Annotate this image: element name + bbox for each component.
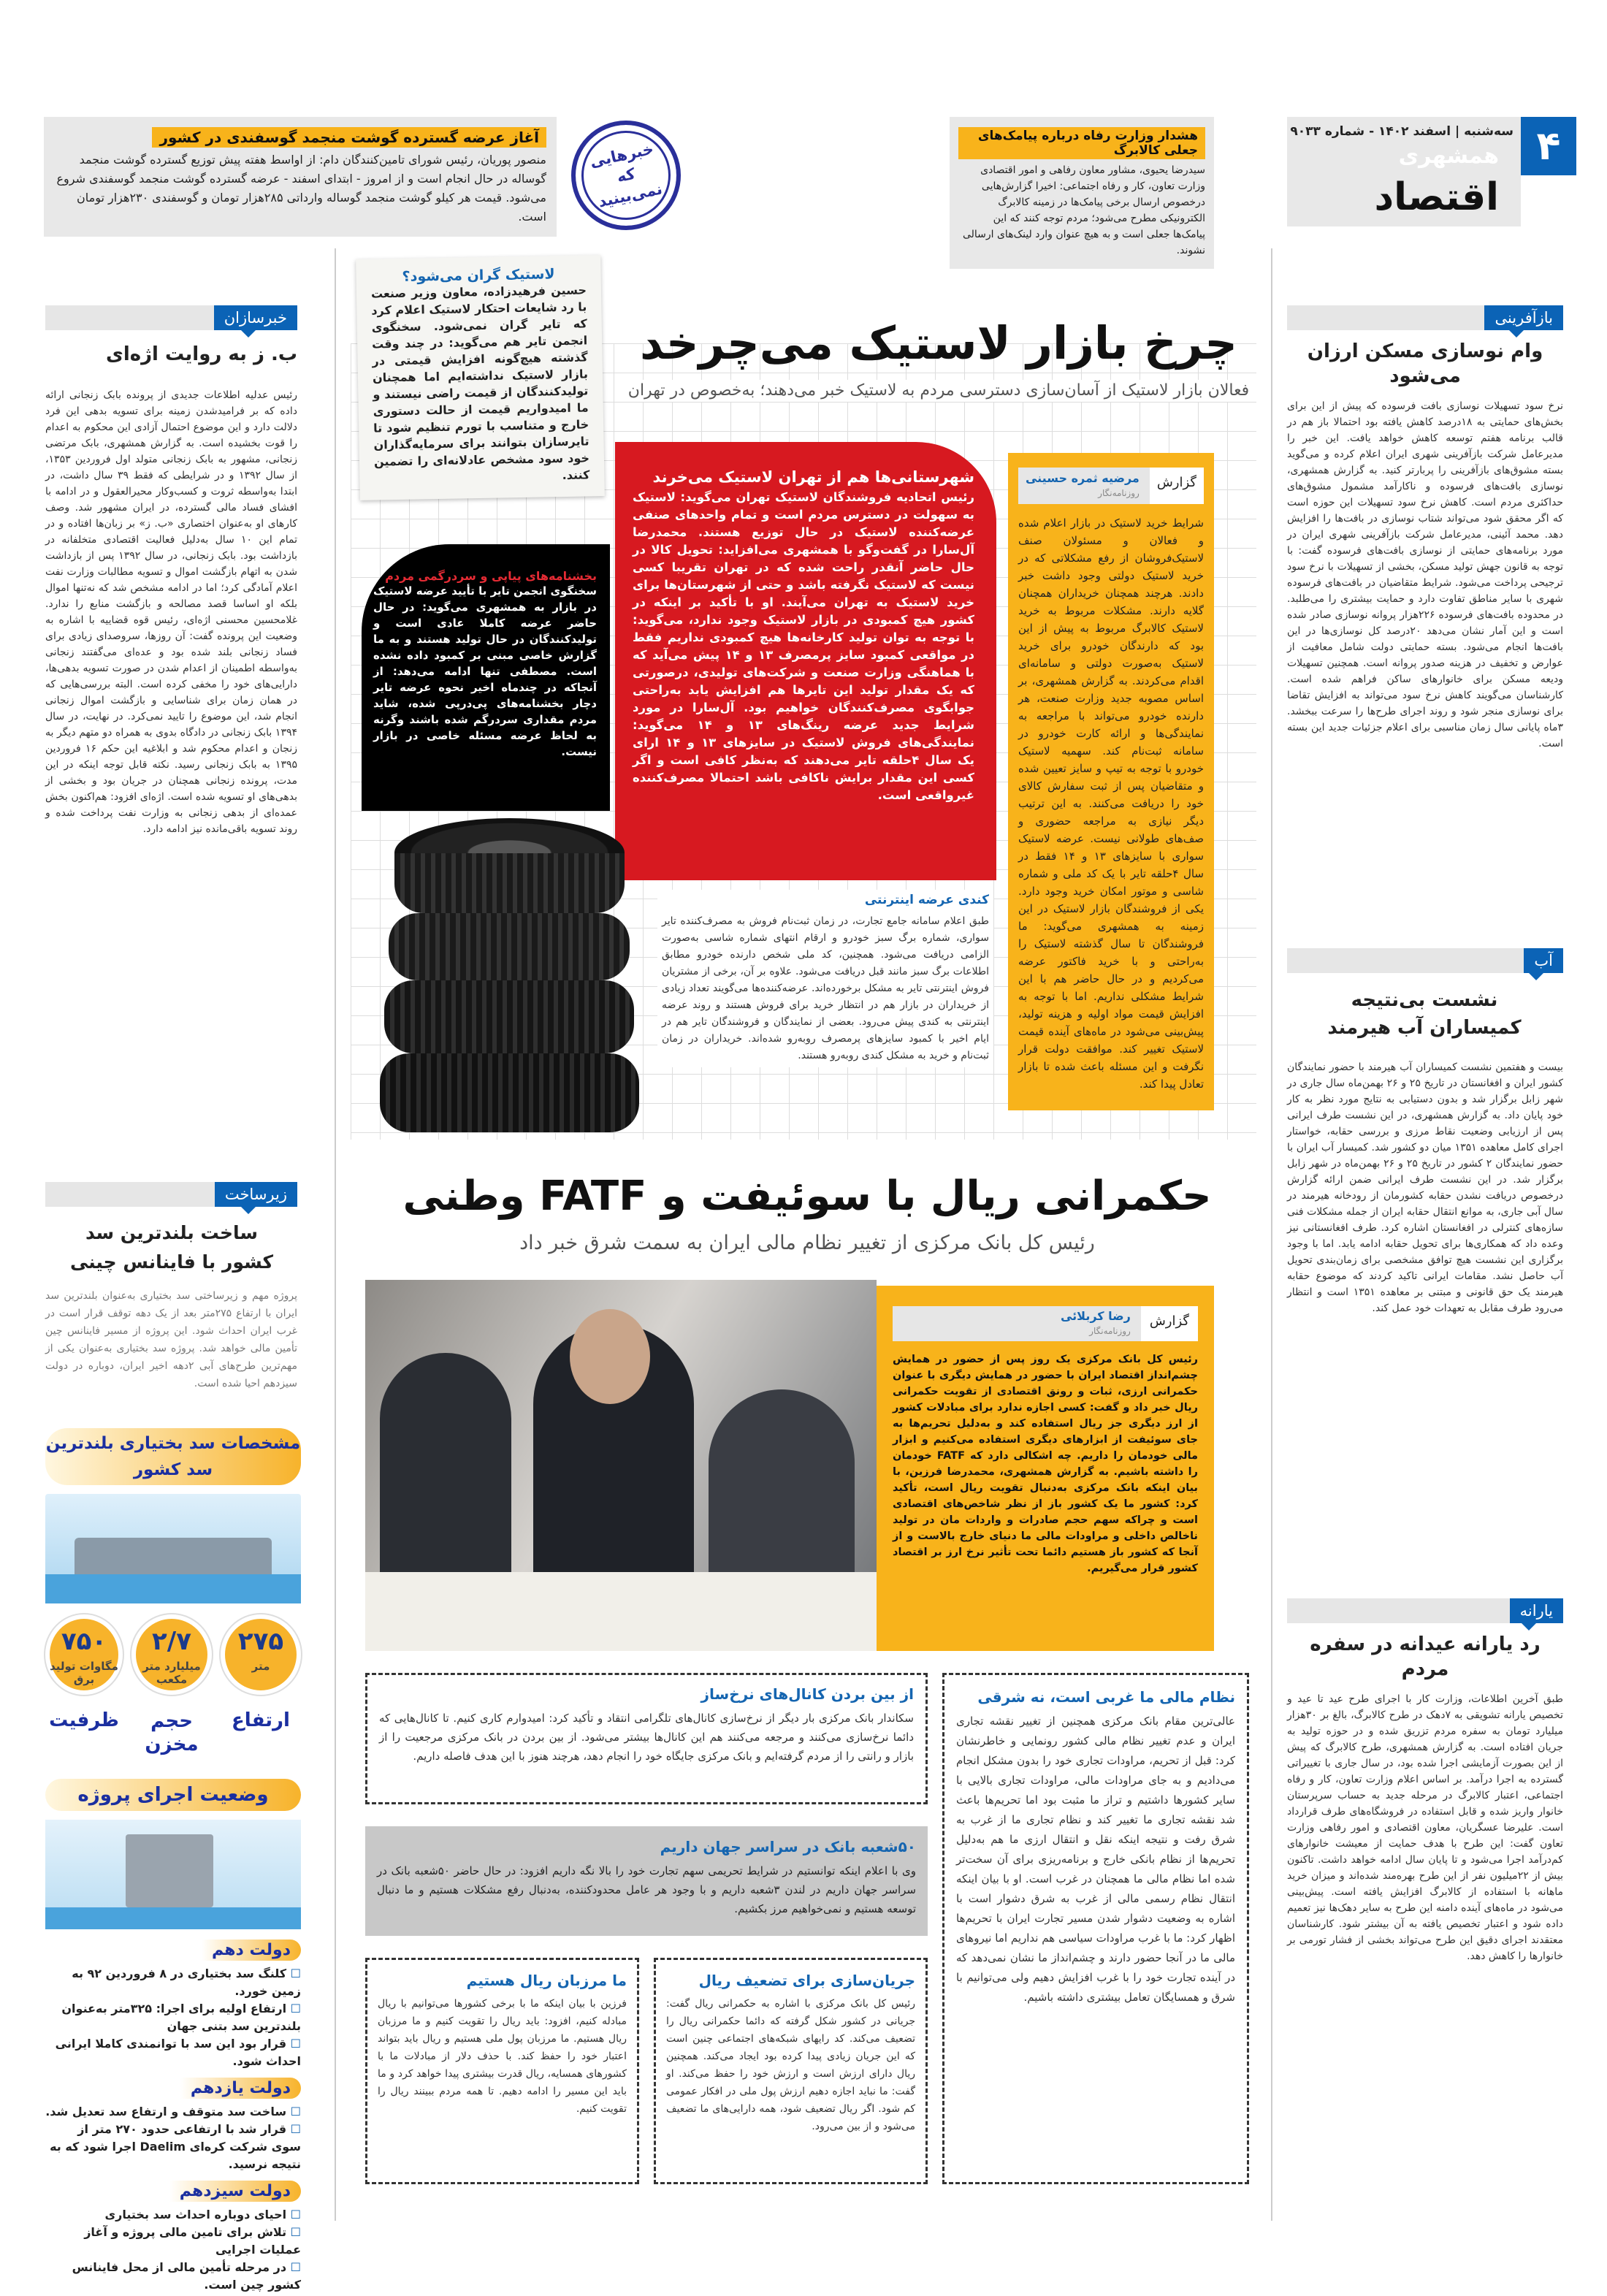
logo-main: اقتصاد [1374,175,1499,219]
section-tag: خبرسازان [214,305,297,330]
section-bar [45,305,297,330]
checklist: ☐ کلنگ سد بختیاری در ۸ فروردین ۹۲ به زمین خورد. ☐ ارتفاع اولیه برای اجرا: ۳۲۵متر به‌عنوان بلندترین سد بتنی جهان ☐ قرار بود این سد با توانمندی کاملا ایرانی احداث شود. [45,1965,301,2070]
sidebar-box [365,1673,928,1804]
black-text: سخنگوی انجمن تایر با تأیید عرضه لاستیک در بازار به همشهری می‌گوید: در حال حاضر عرضه کاملا عادی است و تولیدکنندگان در حال تولید هستند و به ما گزارش خاصی مبنی بر کمبود داده نشده است. مصطفی تنها ادامه می‌دهد: از آنجاکه در چندماه اخیر نحوه عرضه تایر دچار بخشنامه‌های پی‌درپی شده، شاید مردم مقداری سردرگم شده باشند وگرنه به لحاظ عرضه مسئله خاصی در بازار نیست. [373,584,597,758]
date-issue: سه‌شنبه | اسفند ۱۴۰۲ - شماره ۹۰۳۳ [1290,124,1514,139]
stat-volume: ۲/۷ میلیارد متر مکعب [131,1614,212,1695]
checklist: ☐ احیای دوباره احداث سد بختیاری ☐ تلاش برای تامین مالی پروژه و آغاز عملیات اجرایی ☐ در مرحله تأمین مالی از محل فاینانس کشور چین است. [45,2206,301,2294]
sidebar-box [942,1673,1249,2184]
online-title: کندی عرضه اینترنتی [864,893,989,907]
report-box [1008,453,1214,1110]
section-bar [1287,305,1563,330]
brief-right [950,117,1214,269]
box-text: وی با اعلام اینکه توانستیم در شرایط تحریمی سهم تجارت خود را بالا نگه داریم افزود: در حال حاضر ۵۰شعبه بانک در سراسر جهان داریم در لندن ۳شعبه داریم و با وجود هر عامل محدودکننده، به‌دنبال رفع مشکلات هستیم و ما دنبال توسعه هستیم و نمی‌خواهیم مرز بکشیم. [377,1864,916,1915]
box-text: سکاندار بانک مرکزی بار دیگر از نرخ‌سازی کانال‌های تلگرامی انتقاد و تأکید کرد: امیدوارم کاری کنیم. تا کانال‌هایی که دائما نرخ‌سازی می‌کنند و مرجعه می‌کنند هم این کانال‌ها بیشتر می‌شود. از بین بردن در بانک مرکزی مرجعیت را از بازار و رانتی را از مردم گرفته‌ایم و بانک مرکزی جایگاه خود را انجام دهد، هرچند هنوز با این هدف فاصله داریم. [379,1712,914,1763]
sticky-note [356,255,605,500]
box-title: ما مرزبان ریال هستیم [466,1972,627,1989]
gov-heading: دولت دهم [202,1940,301,1961]
second-headline: حکمرانی ریال با سوئیفت و FATF وطنی [402,1172,1212,1220]
headline: ساخت بلندترین سد کشور با فاینانس چینی [69,1222,274,1273]
report-text: شرایط خرید لاستیک در بازار اعلام شده و فعالان و مسئولان صنف لاستیک‌فروشان از رفع مشکلاتی که در خرید لاستیک دولتی وجود داشت خبر دادند. هرچند همچنان خریداران همچنان گلایه دارند. مشکلات مربوط به خرید لاستیک کالابرگ مربوط به پیش از این بود که دارندگان خودرو برای خرید لاستیک به‌صورت دولتی و سامانه‌ای اقدام می‌کردند. به گزارش همشهری، بر اساس مصوبه جدید وزارت صنعت، هر دارنده خودرو می‌تواند با مراجعه به نمایندگی‌ها و ارائه کارت خودرو در سامانه ثبت‌نام کند. سهمیه لاستیک خودرو با توجه به تیپ و سایز تعیین شده و متقاضیان پس از ثبت سفارش کالای خود را دریافت می‌کنند. به این ترتیب دیگر نیازی به مراجعه حضوری و صف‌های طولانی نیست. عرضه لاستیک سواری با سایزهای ۱۳ و ۱۴ فقط در سال ۴حلقه تایر با یک کد ملی و شماره شاسی و موتور امکان خرید وجود دارد. یکی از فروشندگان بازار لاستیک در این زمینه به همشهری می‌گوید: ما فروشندگان تا سال گذشته لاستیک را به‌راحتی و با خرید فاکتور عرضه می‌کردیم و در حال حاضر هم با این شرایط مشکلی نداریم. اما با توجه به افزایش قیمت مواد اولیه و هزینه تولید، پیش‌بینی می‌شود در ماه‌های آینده قیمت لاستیک تغییر کند. موافقت دولت قرار نگرفت و این مسئله باعث شده تا بازار تعادل پیدا کند. [1018,516,1204,1091]
stat-height: ۲۷۵ متر [221,1614,301,1695]
stat-label: ظرفیت [49,1709,119,1731]
online-sales-block [657,890,993,1067]
box-text: عالی‌ترین مقام بانک مرکزی همچنین از تغییر نقشه تجاری ایران و عدم تغییر نظام مالی کشور رونمایی و خاطرنشان کرد: قبل از تحریم، مراودات تجاری خود را بدون مشکل انجام می‌دادیم و به جای مراودات مالی، مراودات تجاری بالایی با سایر کشورها داشتیم و تراز ما مثبت بود اما تحریم‌ها باعث شد نقشه تجاری ما تغییر کند و نظام تجاری ما از غرب به شرق رفت و نتیجه اینکه نقل و انتقال ارزی ما هم به‌دلیل تحریم‌ها از نظام بانکی خارج و برنامه‌ریزی برای آن سخت‌تر شده اما نظام مالی ما همچنان در غرب است. او با بیان اینکه انتقال نظام رسمی مالی از غرب به شرق دشوار است با اشاره به وضعیت دشوار شدن مسیر تجارت ایران با تحریم‌ها اظهار کرد: ما با غرب مراودات سیاسی هم نداریم اما نیروهای مالی ما در آنجا حضور دارند و چشم‌انداز ما نشان نمی‌دهد که در آینده تجارت خود را با غرب افزایش دهیم ولی می‌توانیم با شرق و همسایگان تعامل بیشتری داشته باشیم. [956,1715,1235,2004]
info-title: مشخصات سد بختیاری بلندترین سد کشور [45,1428,301,1485]
article-body: نرخ سود تسهیلات نوسازی بافت فرسوده که پیش از این برای بخش‌های حمایتی به ۱۸درصد کاهش یافته بود احتمالا باز هم در قالب برنامه هفتم توسعه کاهش خواهد یافت. این خبر را مدیرعامل شرکت بازآفرینی شهری ایران اعلام کرده و می‌گوید بسته مشوق‌های بازآفرینی را پربارتر کنید. به گزارش همشهری، نوسازی بافت‌های فرسوده و ناکارآمد مشمول مشوق‌های حداکثری مردم است. کاهش نرخ سود تسهیلات این حوزه است که اگر محقق شود می‌تواند شتاب نوسازی در بافت‌ها را افزایش دهد. محمد آئینی، مدیرعامل شرکت بازآفرینی شهری ایران در مورد برنامه‌های حمایتی از نوسازی بافت‌های فرسوده گفت: با توجه به قانون جهش تولید مسکن، بخشی از تسهیلات با نرخ سود ترجیحی پرداخت می‌شود. شرایط متقاضیان در بافت‌های فرسوده شهری با سایر مناطق تفاوت دارد و حمایت بیشتری را می‌طلبد. در محدوده بافت‌های فرسوده ۲۲۶هزار پروانه نوسازی صادر شده است و این آمار نشان می‌دهد ۲۰درصد کل نوسازی‌ها در این بافت‌ها انجام می‌شود. بسته حمایتی دولت شامل معافیت از عوارض و تخفیف در هزینه صدور پروانه است. همچنین تسهیلات ودیعه مسکن برای خانوارهای ساکن فراهم شده است. کارشناسان می‌گویند کاهش نرخ سود می‌تواند به افزایش تقاضا برای نوسازی منجر شود و روند اجرای طرح‌ها را سرعت ببخشد. ۳ماه پایانی سال زمان مناسبی برای اعلام جزئیات جدید این بسته است. [1287,400,1563,750]
main-subheadline: فعالان بازار لاستیک از آسان‌سازی دسترسی مردم به لاستیک خبر می‌دهند؛ به‌خصوص در تهران [621,380,1256,402]
stat-label: ارتفاع [232,1709,290,1731]
section-bar [1287,1598,1563,1623]
box-title: نظام مالی ما غربی است، نه شرقی [977,1688,1235,1706]
section-bar [45,1182,297,1207]
article-body: پروژه مهم و زیرساختی سد بختیاری به‌عنوان بلندترین سد ایران با ارتفاع ۲۷۵متر بعد از یک دهه توقف قرار است در غرب ایران احداث شود. این پروژه از مسیر فاینانس چین تأمین مالی خواهد شد. پروژه سد بختیاری به‌عنوان یکی از مهم‌ترین طرح‌های آبی ۲دهه اخیر ایران، دوباره در دولت سیزدهم احیا شده است. [45,1290,297,1389]
main-headline: چرخ بازار لاستیک می‌چرخد [640,316,1237,370]
headline: ب. ز به روایت اژه‌ای [105,343,297,365]
box-title: ۵۰شعبه بانک در سراسر جهان داریم [660,1838,916,1856]
red-text: رئیس اتحادیه فروشندگان لاستیک تهران می‌گوید: لاستیک به سهولت در دسترس مردم است و تمام واحدهای صنفی عرضه‌کننده لاستیک در حال توزیع هستند. محمدرضا آل‌سارا در گفت‌وگو با همشهری می‌افزاید: تحویل کالا در حال حاضر آنقدر راحت شده که در تهران تقریبا کسی نیست که لاستیک نگرفته باشد و حتی از شهرستان‌ها برای خرید لاستیک به تهران می‌آیند. او با تأکید بر اینکه در کشور هیچ کمبودی در بازار لاستیک وجود ندارد، می‌گوید: با توجه به توان تولید کارخانه‌ها هیچ کمبودی نداریم فقط در مواقعی کمبود سایز پرمصرف ۱۳ و ۱۴ پیش می‌آید که با هماهنگی وزارت صنعت و شرکت‌های تولیدی، درصورتی که یک مقدار تولید این تایرها هم افزایش یابد به‌راحتی جوابگوی مصرف‌کنندگان خواهیم بود. آل‌سارا در مورد شرایط جدید عرضه رینگ‌های ۱۳ و ۱۴ می‌گوید: نمایندگی‌های فروش لاستیک در سایزهای ۱۳ و ۱۴ ارای یک سال ۴حلقه تایر می‌دهند که به‌نظر کافی است و اگر کسی این مقدار برایش ناکافی باشد احتمالا مصرف‌کننده غیرواقعی است. [633,490,975,802]
infographic [45,1428,301,2292]
box-title: جریان‌سازی برای تضعیف ریال [698,1972,915,1989]
red-callout [615,442,996,880]
box-text: رئیس کل بانک مرکزی با اشاره به حکمرانی ریال گفت: جریانی در کشور شکل گرفته که دائما حکمرانی ریال را تضعیف می‌کند. کد رایهای شبکه‌های اجتماعی چنین است که این جریان زیادی پیدا کرده بود ایجاد می‌کند. همچنین ریال دارای ارزش است و ارزش خود را حفظ می‌کند. او گفت: ما نباید اجازه دهیم ارزش پول ملی در افکار عمومی کم شود. اگر ریال تضعیف شود، همه دارایی‌های ما تضعیف می‌شود و از بین می‌رود. [666,1998,915,2132]
section-bar [1287,948,1563,973]
author-role: روزنامه‌نگار [1089,1326,1131,1336]
article-body: رئیس عدلیه اطلاعات جدیدی از پرونده بابک زنجانی ارائه داده که بر فرامیدشدن زمینه برای تسویه بدهی این فرد دلالت دارد و این موضوع احتمال آزادی این محکوم به اعدام را قوت بخشیده است. به گزارش همشهری، بابک مرتضی زنجانی، مشهور به بابک زنجانی متولد اول فروردین ۱۳۵۳، از سال ۱۳۹۲ و در شرایطی که فقط ۳۹ سال داشت، در ابتدا به‌واسطه ثروت و کسب‌وکار محیرالعقول و در ادامه با افشای فساد مالی گسترده، در ایران مشهور شد. وصف کارهای او به‌عنوان اختصاری «ب. ز» بر زبان‌ها افتاده و در تمام این ۱۰ سال به‌دلیل فعالیت اقتصادی متخلفانه در بازداشت بود. بابک زنجانی، در سال ۱۳۹۲ پس از بازداشت شدن به اتهام بازگشت اموال و تسویه مطالبات وزارت نفت اعلام آمادگی کرد؛ اما در ادامه مشخص شد که نه‌تنها اموال بلکه او اساسا قصد مصالحه و بازگشت منابع را ندارد. غلامحسین محسنی اژه‌ای، رئیس قوه قضاییه با اشاره به وضعیت این پرونده گفت: آن روزها، سروصدای زیادی برای فساد زنجانی بلند شده بود و عده‌ای می‌گفتند زنجانی به‌واسطه اطمینان از اعدام شدن در صورت تسویه بدهی‌ها، دارایی‌های خود را مخفی کرده است. البته بررسی‌هایی که در همان زمان برای شناسایی و بازگشت اموال زنجانی انجام شد، این موضوع را تایید نمی‌کرد. در نهایت، در سال ۱۳۹۴ بابک زنجانی در دادگاه بدوی به همراه دو متهم دیگر به زنجان و اعدام محکوم شد و ابلاغیه این حکم ۱۶ فروردین ۱۳۹۵ به بابک زنجانی رسید. نکته قابل توجه اینکه در این مدت، پرونده زنجانی همچنان در جریان بود و بخشی از بدهی‌های او تسویه شده است. اژه‌ای افزود: هم‌اکنون بخش عمده‌ای از بدهی زنجانی به وزارت نفت پرداخت شده و روند تسویه باقی‌مانده نیز ادامه دارد. [45,389,298,835]
brief-left-text: منصور پوریان، رئیس شورای تامین‌کنندگان دام: از اواسط هفته پیش توزیع گسترده گوشت منجمد گوساله در حال انجام است و از امروز - ابتدای اسفند - عرضه گسترده گوشت منجمد گوسفندی شروع می‌شود. قیمت هر کیلو گوشت منجمد گوساله وارداتی ۲۸۵هزار تومان و گوسفندی ۲۳۰هزار تومان است. [56,153,546,224]
stat-label: حجم مخزن [145,1710,199,1755]
stamp-text: خبرهایی که نمی‌بینید [588,140,664,211]
brief-left-title: آغاز عرضه گسترده گوشت منجمد گوسفندی در کشور [152,127,546,148]
article-body: بیست و هفتمین نشست کمیساران آب هیرمند با حضور نمایندگان کشور ایران و افغانستان در تاریخ ۲۵ و ۲۶ بهمن‌ماه سال جاری در شهر زابل برگزار شد و بدون دستیابی به نتایج مورد نظر به کار خود پایان داد. به گزارش همشهری، در این نشست طرف ایرانی پس از ارزیابی وضعیت نقاط مرزی و بررسی حقابه، خواستار اجرای کامل معاهده ۱۳۵۱ میان دو کشور شد. کمیسار آب ایران با حضور نمایندگان ۲ کشور در تاریخ ۲۵ و ۲۶ بهمن‌ماه در شهر زابل برگزار شد. در این نشست طرف ایرانی ضمن ارائه گزارش درخصوص دریافت نشدن حقابه کشورمان از رودخانه هیرمند در سال آبی جاری، به موانع انتقال حقابه ایران از جمله مشکلات فنی سازه‌های کنترلی در افغانستان اشاره کرد. طرف افغانستانی نیز وعده داد که همکاری‌ها برای تحویل حقابه ادامه یابد. اما با وجود برگزاری این نشست هیچ توافق مشخصی برای زمان‌بندی تحویل آب حاصل نشد. مقامات ایرانی تاکید کردند که موضوع حقابه هیرمند یک حق قانونی و مبتنی بر معاهده ۱۳۵۱ است و انتظار می‌رود طرف مقابل به تعهدات خود عمل کند. [1287,1061,1564,1314]
box-text: فرزین با بیان اینکه ما با برخی کشورها می‌توانیم با ریال مبادله کنیم، افزود: باید ریال را تقویت کنیم و ما مرزبان ریال هستیم. ما مرزبان پول ملی هستیم و ریال باید بتواند اعتبار خود را حفظ کند. با حذف دلار از مبادلات ما با کشورهای همسایه، ریال قدرت بیشتری پیدا خواهد کرد و ما باید این مسیر را ادامه دهیم. تا همه مردم ببینند ریال را تقویت کنیم. [378,1998,627,2115]
tire-stack-image [380,818,639,1132]
sidebar-box [654,1958,928,2184]
brief-right-title: هشدار وزارت رفاه درباره پیامک‌های جعلی کالابرگ [958,127,1205,159]
black-title: بخشنامه‌های پیاپی و سردرگمی مردم [385,569,597,583]
byline [893,1306,1198,1341]
report-text: رئیس کل بانک مرکزی یک روز پس از حضور در همایش چشم‌انداز اقتصاد ایران با حضور در همایش دیگری با عنوان حکمرانی ارزی، ثبات و رونق اقتصادی از تقویت حکمرانی ریال خبر داد و گفت: کسی اجازه ندارد برای مبادلات کشور از ارز دیگری جز ریال استفاده کند و به‌دلیل تحریم‌ها به جای سوئیفت از ابزارهای دیگری استفاده می‌کنیم و ابزار مالی خودمان را داریم. چه اشکالی دارد که FATF خودمان را داشته باشیم. به گزارش همشهری، محمدرضا فرزین، با بیان اینکه بانک مرکزی به‌دنبال تقویت ریال است، تأکید کرد: کشور ما یک کشور باز از نظر شاخص‌های اقتصادی است و چراکه سهم حجم صادرات و واردات مان در تولید ناخالص داخلی و مراودات مالی ما دنیای خارج بالاست و از آنجا که کشور باز هستیم دائما تحت تأثیر نرخ ارز بر اقتصاد کشور قرار می‌گیریم. [893,1354,1198,1574]
red-title: شهرستانی‌ها هم از تهران لاستیک می‌خرند [652,468,974,486]
black-callout [362,544,610,811]
stamp [561,110,691,240]
status-title: وضعیت اجرای پروژه [45,1779,301,1811]
byline [1018,468,1204,504]
timeline [45,1932,301,2294]
author-name: مرضیه ثمره حسینی [1025,471,1140,485]
sidebar-box [365,1958,639,2184]
report-kicker: گزارش [1141,1306,1198,1341]
note-text: حسین فرهیدزاده، معاون وزیر صنعت با رد شایعات احتکار لاستیک اعلام کرد که تایر گران نمی‌شود. سخنگوی انجمن تایر هم می‌گوید: در چند وقت گذشته هیچ‌گونه افزایش قیمتی در بازار لاستیک نداشته‌ایم اما همچنان تولیدکنندگان از قیمت راضی نیستند و ما امیدواریم قیمت از حالت دستوری خارج و متناسب با تورم تنظیم شود تا تایرسازان بتوانند برای سرمایه‌گذاران خود سود مشخص عادلانه‌ای را تضمین کنند. [370,283,590,483]
author-name: رضا کربلائی [1060,1309,1131,1323]
brief-right-text: سیدرضا یحیوی، مشاور معاون رفاهی و امور اقتصادی وزارت تعاون، کار و رفاه اجتماعی: اخیرا گزارش‌هایی درخصوص ارسال برخی پیامک‌ها در زمینه کالابرگ الکترونیکی مطرح می‌شود؛ مردم توجه کنند که این پیامک‌ها جعلی است و به هیچ عنوان وارد لینک‌های ارسالی نشوند. [962,164,1205,256]
section-tag: آب [1524,948,1563,973]
dam-illustration [45,1820,301,1929]
masthead [1287,117,1521,226]
report-kicker: گزارش [1150,468,1204,504]
gov-heading: دولت یازدهم [180,2078,301,2099]
sidebar-box [365,1826,928,1936]
headline: وام نوسازی مسکن ارزان می‌شود [1307,340,1543,387]
section-tag: زیرساخت [215,1182,297,1207]
section-tag: یارانه [1510,1598,1563,1623]
brief-left [44,117,557,237]
column-divider [335,248,336,2221]
headline: رد یارانه عیدانه در سفره مردم [1310,1633,1541,1680]
author-role: روزنامه‌نگار [1098,488,1140,498]
note-title: لاستیک گران می‌شود؟ [402,266,555,285]
logo-top: همشهری [1398,143,1499,169]
press-conference-photo [365,1280,877,1651]
stat-capacity: ۷۵۰ مگاوات تولید برق [45,1614,123,1695]
second-subheadline: رئیس کل بانک مرکزی از تغییر نظام مالی ایران به سمت شرق خبر داد [519,1232,1095,1254]
box-title: از بین بردن کانال‌های نرخ‌ساز [701,1685,914,1703]
page-number: ۴ [1521,117,1576,175]
gov-heading: دولت سیزدهم [169,2181,301,2202]
bank-report-box [877,1286,1214,1651]
checklist: ☐ ساخت سد متوقف و ارتفاع سد تعدیل شد. ☐ قرار شد با ارتفاعی حدود ۲۷۰ متر از سوی شرکت کره‌ای Daelim اجرا شود که به نتیجه نرسید. [45,2103,301,2173]
article-body: طبق آخرین اطلاعات، وزارت کار با اجرای طرح عید تا عید و تخصیص یارانه تشویقی به ۷دهک در طرح کالابرگ، بالغ بر ۳۰هزار میلیارد تومان به سفره مردم تزریق شده و در حوزه تولید به جریان افتاده است. به گزارش همشهری، طرح کالابرگ که پیش از این بصورت آزمایشی اجرا شده بود، در سال جاری با تغییراتی گسترده به اجرا درآمد. بر اساس اعلام وزارت تعاون، کار و رفاه اجتماعی، اعتبار کالابرگ در مرحله جدید به حساب سرپرستان خانوار واریز شده و قابل استفاده در فروشگاه‌های طرف قرارداد است. علیرضا عسگریان، معاون اقتصادی و امور رفاهی وزارت تعاون گفت: این طرح با هدف حمایت از معیشت خانوارهای کم‌درآمد اجرا می‌شود و تا پایان سال ادامه خواهد داشت. تاکنون بیش از ۲۲میلیون نفر از این طرح بهره‌مند شده‌اند و میزان خرید ماهانه با استفاده از کالابرگ افزایش یافته است. پیش‌بینی می‌شود در ماه‌های آینده دامنه این طرح به سایر دهک‌ها نیز تعمیم داده شود و اعتبار تخصیص یافته به آن بیشتر شود. کارشناسان معتقدند اجرای دقیق این طرح می‌تواند بخشی از فشار تورمی بر خانوارها را کاهش دهد. [1287,1693,1563,1962]
column-divider [1271,248,1272,2221]
online-text: طبق اعلام سامانه جامع تجارت، در زمان ثبت‌نام فروش به مصرف‌کننده تایر سواری، شماره برگ سبز خودرو و ارقام انتهای شماره شاسی به‌صورت الزامی دریافت می‌شود. همچنین، کد ملی شخص دارنده خودرو مطابق اطلاعات برگ سبز مانند قبل دریافت می‌شود. علاوه بر آن، برخی از مشتریان فروش اینترنتی تایر به مشکل برخورده‌اند. عرضه‌کننده‌ها می‌گویند تعداد زیادی از خریداران در بازار هم در انتظار خرید برای فروش هستند و روند عرضه اینترنتی به کندی پیش می‌رود. بعضی از نمایندگان و فروشندگان تایر هم در ایام اخیر با کمبود سایزهای پرمصرف روبه‌رو شده‌اند. خریداران در زمان ثبت‌نام و خرید به مشکل کندی روبه‌رو هستند. [662,915,989,1061]
dam-illustration [45,1494,301,1603]
headline: نشست بی‌نتیجه کمیساران آب هیرمند [1327,989,1522,1039]
section-tag: بازآفرینی [1484,305,1563,330]
